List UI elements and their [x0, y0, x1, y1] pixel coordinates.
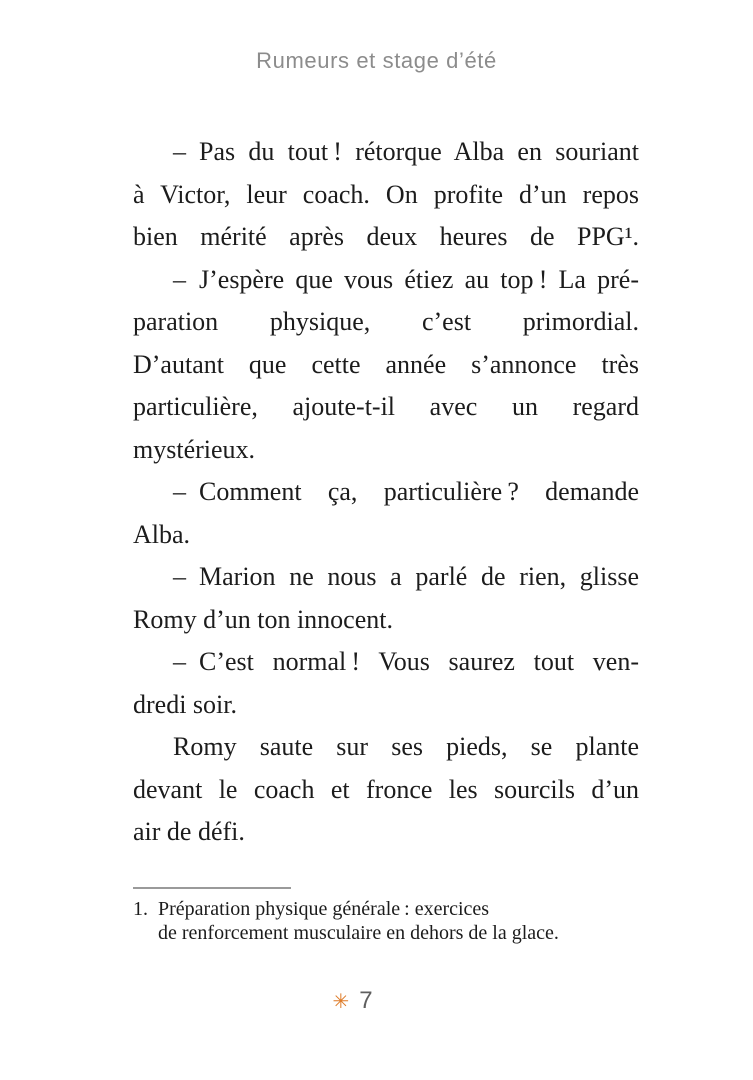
flower-ornament-icon: ✳︎ — [332, 989, 350, 1013]
paragraph — [133, 131, 639, 259]
text-line: bien mérité après deux heures de PPG¹. — [133, 222, 639, 251]
body-text — [133, 131, 639, 854]
footnote-divider — [133, 887, 291, 889]
text-line: dredi soir. — [133, 689, 237, 719]
text-line: – Pas du tout ! rétorque Alba en souriant — [173, 137, 639, 166]
text-line: Romy d’un ton innocent. — [133, 604, 393, 634]
text-line: mystérieux. — [133, 434, 256, 464]
text-line: D’autant que cette année s’annonce très — [133, 349, 639, 379]
text-line: – C’est normal ! Vous saurez tout ven- — [173, 647, 639, 676]
footnote — [133, 898, 619, 945]
footnote-line: de renforcement musculaire en dehors de la glace. — [158, 921, 559, 944]
text-line: devant le coach et fronce les sourcils d’un — [133, 774, 639, 804]
text-line: Romy saute sur ses pieds, se plante — [173, 732, 639, 761]
text-line: – J’espère que vous étiez au top ! La pré- — [173, 264, 639, 294]
paragraph — [133, 471, 639, 556]
text-line: Alba. — [133, 519, 191, 549]
footnote-line: 1. Préparation physique générale : exercices — [133, 898, 490, 920]
page-footer — [0, 989, 729, 1013]
page-number: 7 — [359, 987, 373, 1014]
paragraph — [133, 556, 639, 641]
text-line: air de défi. — [133, 817, 245, 846]
text-line: paration physique, c’est primordial. — [133, 307, 639, 336]
paragraph — [133, 726, 639, 854]
text-line: particulière, ajoute-t-il avec un regard — [133, 392, 639, 421]
text-line: à Victor, leur coach. On profite d’un repos — [133, 179, 639, 209]
paragraph — [133, 259, 639, 472]
text-line: – Marion ne nous a parlé de rien, glisse — [173, 562, 639, 591]
text-line: – Comment ça, particulière ? demande — [173, 477, 639, 506]
paragraph — [133, 641, 639, 726]
running-head-chapter-title: Rumeurs et stage d’été — [256, 48, 497, 73]
